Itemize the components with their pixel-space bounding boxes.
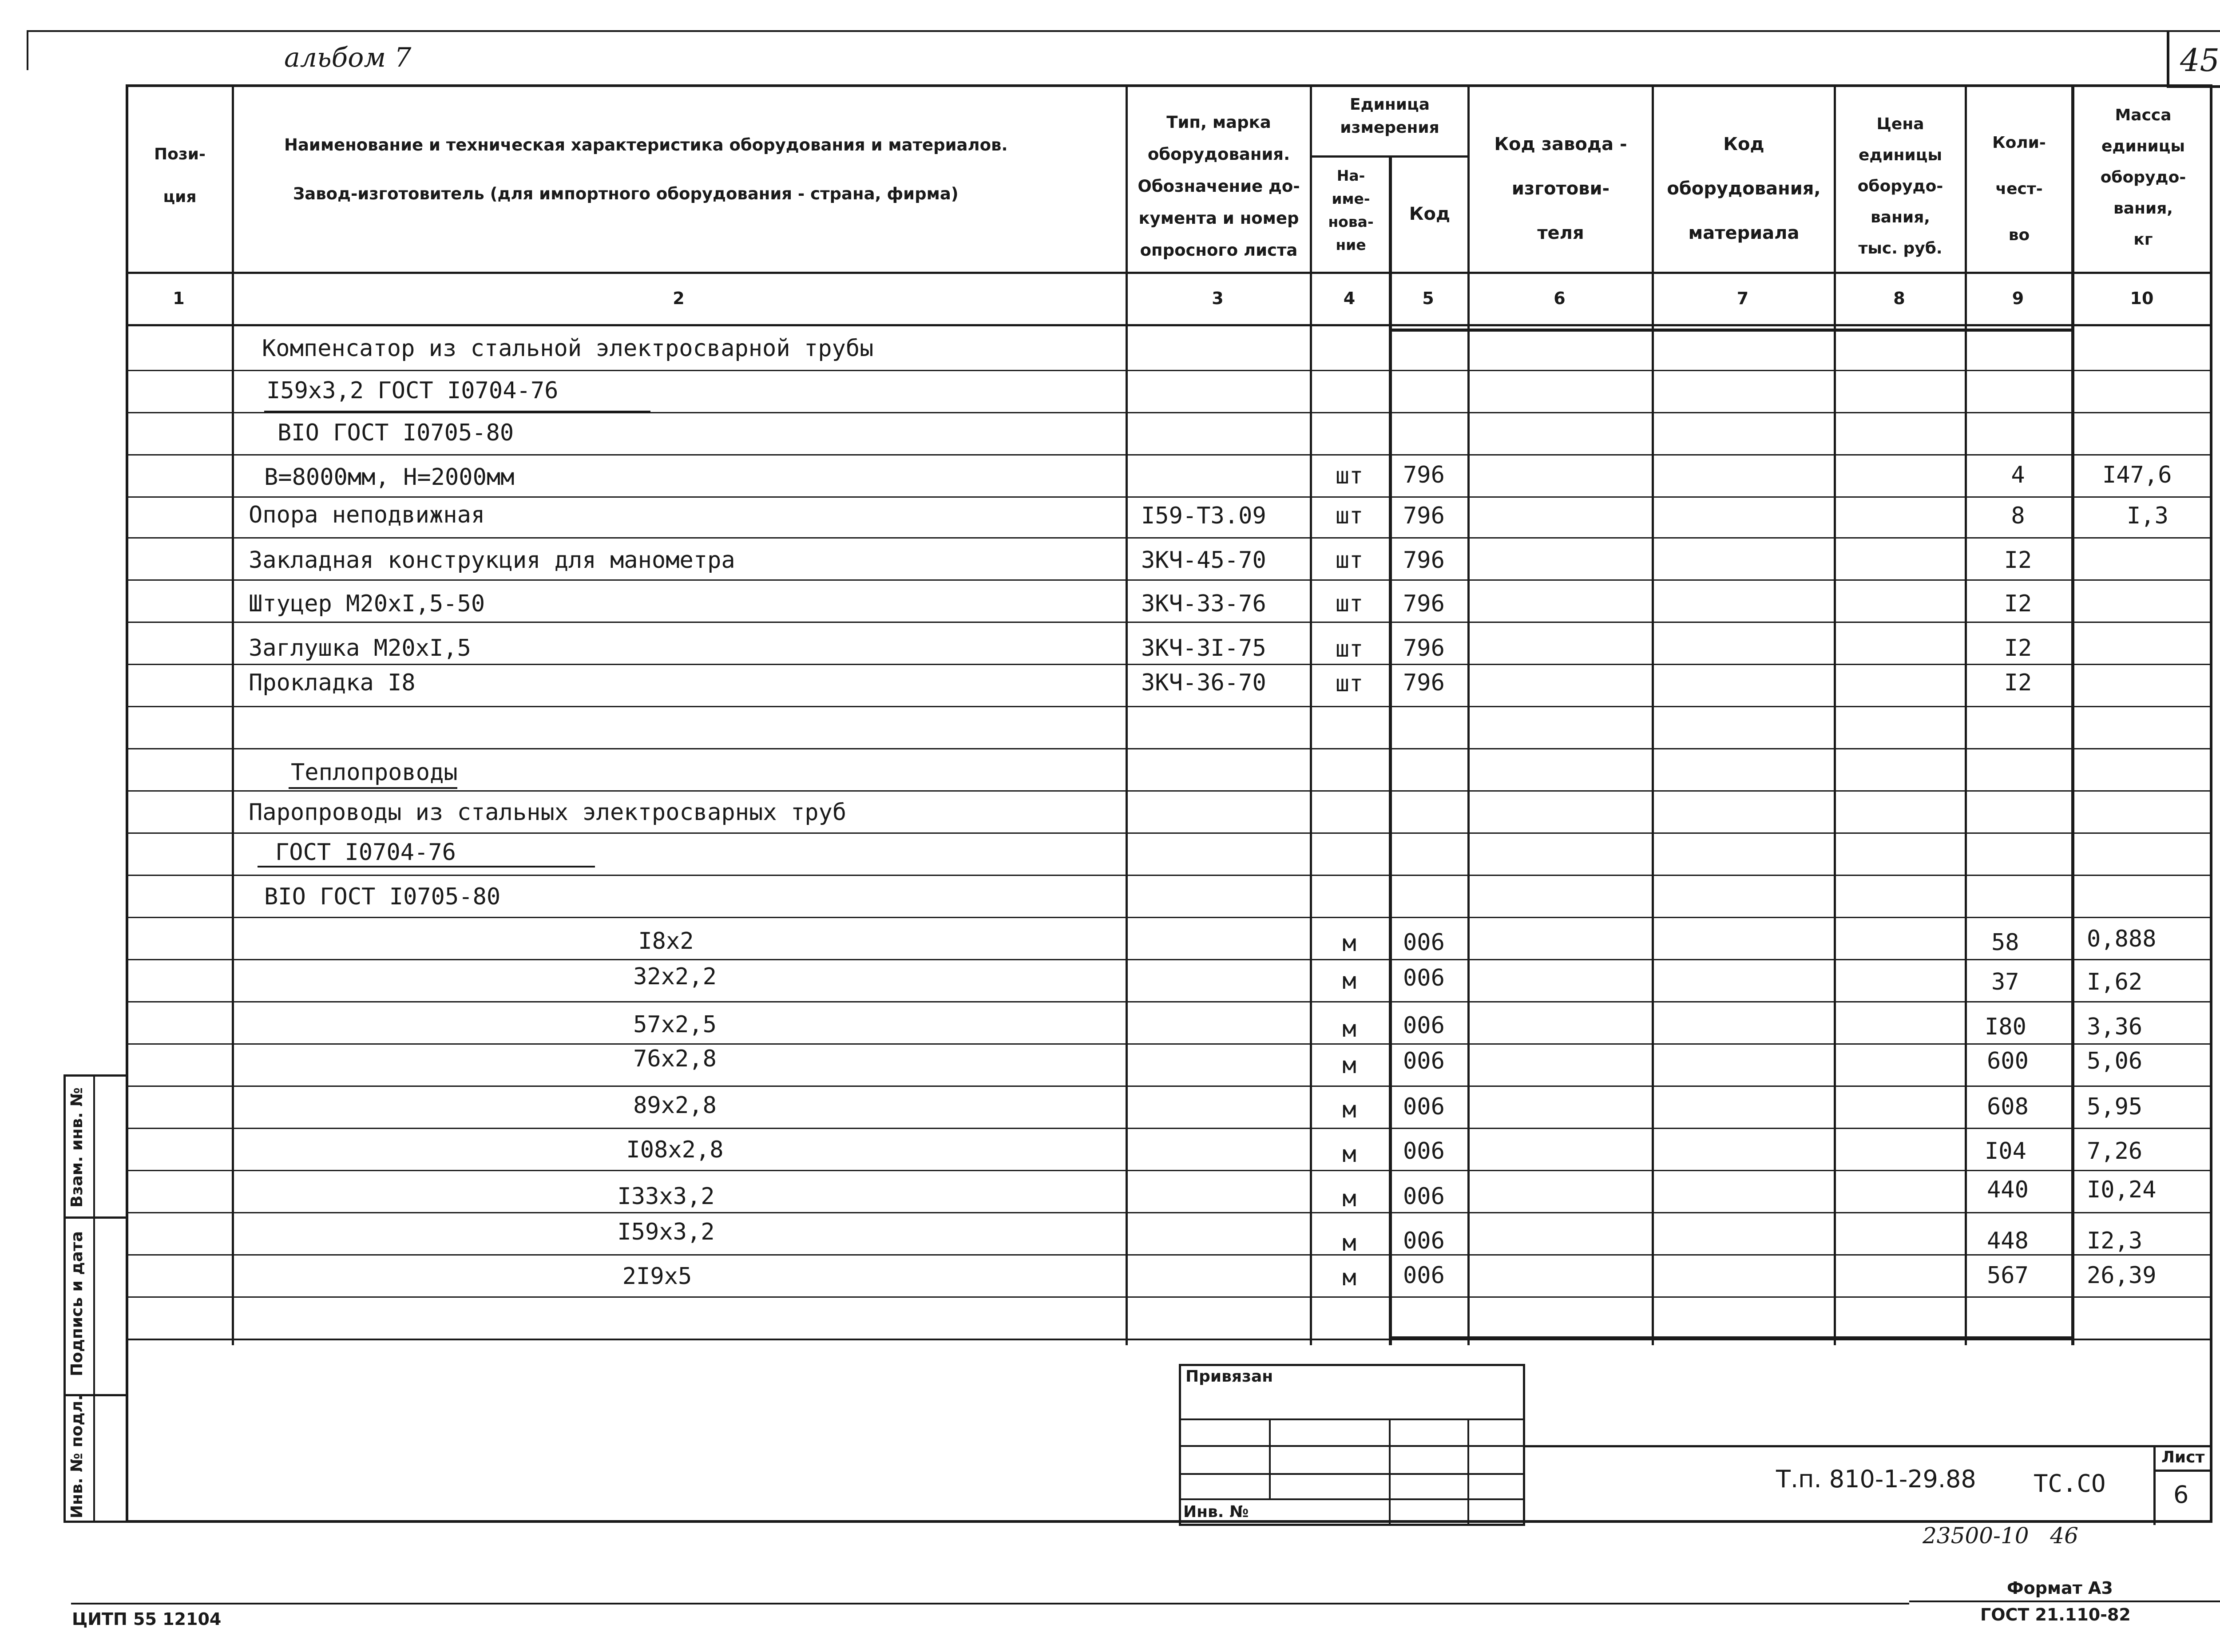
row-3-mass: I47,6 [2102, 462, 2172, 488]
colnum-1: 1 [173, 289, 185, 308]
header-equipment-code: Код оборудования, материала [1667, 134, 1821, 243]
page-number-handwritten: 45 [2180, 42, 2220, 79]
row-line [126, 1128, 2212, 1129]
colnum-6: 6 [1554, 289, 1566, 308]
row-15-unit: м [1342, 968, 1356, 994]
side-label-vzam-inv: Взам. инв. № [68, 1087, 86, 1208]
row-3-name: B=8000мм, H=2000мм [264, 464, 515, 491]
row-20-mass: I0,24 [2087, 1177, 2157, 1203]
row-line [126, 454, 2212, 456]
row-21-code: 006 [1403, 1228, 1445, 1254]
footer-publisher: ЦИТП 55 12104 [72, 1609, 222, 1629]
row-11-name: Паропроводы из стальных электросварных труб [249, 799, 847, 826]
row-15-mass: I,62 [2087, 969, 2143, 995]
colnum-4: 4 [1343, 289, 1356, 308]
colnum-3: 3 [1212, 289, 1224, 308]
row-line [126, 370, 2212, 371]
row-line [126, 1043, 2212, 1045]
row-15-code: 006 [1403, 965, 1445, 991]
row-6-type: ЗКЧ-33-76 [1141, 590, 1266, 617]
row-line [126, 1001, 2212, 1002]
row-line [126, 537, 2212, 539]
sheet-number: 6 [2173, 1481, 2189, 1509]
row-line [126, 579, 2212, 581]
row-22-name: 2I9x5 [622, 1263, 692, 1290]
stamp-line-a [1179, 1418, 1525, 1420]
row-18-name: 89x2,8 [633, 1092, 717, 1119]
header-name-line1: Наименование и техническая характеристика оборудования и материалов. [284, 135, 1008, 155]
privyazan-label: Привязан [1185, 1367, 1273, 1386]
header-quantity: Коли- чест- во [1992, 134, 2046, 244]
row-line [126, 1212, 2212, 1213]
row-19-code: 006 [1403, 1138, 1445, 1165]
colnum-7: 7 [1736, 289, 1749, 308]
row-17-unit: м [1342, 1052, 1356, 1079]
row-14-name: I8x2 [638, 928, 694, 955]
row-line [126, 622, 2212, 623]
row-10-underline [289, 787, 457, 789]
row-line [126, 917, 2212, 918]
row-22-unit: м [1342, 1264, 1356, 1291]
row-line [126, 832, 2212, 834]
row-line [126, 959, 2212, 960]
footer-format: Формат А3 [2007, 1578, 2113, 1598]
row-20-qty: 440 [1987, 1177, 2029, 1203]
row-6-code: 796 [1403, 590, 1445, 617]
stamp-line-d [1179, 1498, 1525, 1500]
stamp-vline-b [1389, 1418, 1391, 1525]
row-4-type: I59-T3.09 [1141, 503, 1266, 529]
row-1-name: I59x3,2 ГОСТ I0704-76 [266, 377, 559, 404]
row-16-unit: м [1342, 1016, 1356, 1042]
row-20-code: 006 [1403, 1183, 1445, 1210]
row-6-qty: I2 [2004, 590, 2032, 617]
side-stamp-divider [93, 1074, 95, 1523]
header-factory-code: Код завода - изготови- теля [1494, 134, 1627, 243]
row-20-unit: м [1342, 1185, 1356, 1212]
row-line [126, 496, 2212, 498]
row-18-mass: 5,95 [2087, 1093, 2143, 1120]
row-21-qty: 448 [1987, 1228, 2029, 1254]
row-0-name: Компенсатор из стальной электросварной трубы [262, 335, 874, 362]
inv-no-label: Инв. № [1183, 1503, 1249, 1521]
side-stamp-line-1 [63, 1216, 126, 1219]
col-divider-4 [1389, 155, 1392, 1345]
header-bottom-line [126, 272, 2212, 274]
row-4-unit: шт [1335, 503, 1364, 529]
row-22-qty: 567 [1987, 1262, 2029, 1289]
col-divider-6 [1652, 84, 1654, 1345]
row-19-unit: м [1342, 1141, 1356, 1168]
row-17-name: 76x2,8 [633, 1046, 717, 1072]
row-7-unit: шт [1335, 636, 1364, 662]
sheet-box-line [2153, 1470, 2212, 1472]
row-5-unit: шт [1335, 547, 1364, 574]
row-22-code: 006 [1403, 1262, 1445, 1289]
row-18-unit: м [1342, 1097, 1356, 1123]
stamp-vline-c [1467, 1418, 1469, 1525]
row-3-unit: шт [1335, 463, 1364, 489]
row-8-code: 796 [1403, 670, 1445, 696]
colnum-5: 5 [1422, 289, 1434, 308]
row-16-code: 006 [1403, 1012, 1445, 1039]
row-16-name: 57x2,5 [633, 1011, 717, 1038]
row-8-qty: I2 [2004, 670, 2032, 696]
row-21-unit: м [1342, 1230, 1356, 1256]
row-8-type: ЗКЧ-36-70 [1141, 670, 1266, 696]
row-19-mass: 7,26 [2087, 1138, 2143, 1165]
header-position: Пози- ция [154, 145, 206, 206]
row-7-qty: I2 [2004, 635, 2032, 662]
table-bottom-line [126, 1339, 2212, 1340]
colnum-bottom-line [126, 324, 2212, 326]
row-1-underline [264, 411, 650, 412]
sheet-label: Лист [2161, 1448, 2205, 1466]
row-18-qty: 608 [1987, 1093, 2029, 1120]
row-line [126, 748, 2212, 749]
top-border-line [27, 30, 2220, 32]
row-6-name: Штуцер M20xI,5-50 [249, 590, 485, 617]
footer-line [1909, 1600, 2220, 1602]
colnum-8: 8 [1893, 289, 1905, 308]
row-line [126, 790, 2212, 792]
side-label-podpis-data: Подпись и дата [68, 1231, 86, 1376]
row-8-unit: шт [1335, 670, 1364, 697]
left-corner-line [27, 30, 28, 70]
row-3-code: 796 [1403, 462, 1445, 488]
row-14-code: 006 [1403, 929, 1445, 956]
row-18-code: 006 [1403, 1093, 1445, 1120]
row-19-name: I08x2,8 [626, 1137, 724, 1163]
header-name-line2: Завод-изготовитель (для импортного оборудования - страна, фирма) [293, 184, 959, 203]
header-unit-code: Код [1409, 204, 1451, 224]
col-divider-2 [1126, 84, 1128, 1345]
album-label: альбом 7 [284, 42, 412, 73]
row-4-name: Опора неподвижная [249, 502, 485, 528]
row-21-name: I59x3,2 [617, 1219, 715, 1245]
row-4-qty: 8 [2011, 503, 2025, 529]
row-19-qty: I04 [1985, 1138, 2026, 1165]
footer-handwritten-number: 23500-10 46 [1923, 1523, 2078, 1549]
row-5-code: 796 [1403, 547, 1445, 574]
row-4-mass: I,3 [2127, 503, 2168, 529]
row-5-type: ЗКЧ-45-70 [1141, 547, 1266, 574]
row-7-name: Заглушка M20xI,5 [249, 635, 471, 662]
row-22-mass: 26,39 [2087, 1262, 2157, 1289]
row-20-name: I33x3,2 [617, 1183, 715, 1210]
col-divider-8 [1965, 84, 1967, 1345]
side-label-inv-podl: Инв. № подл. [68, 1394, 86, 1518]
code-block-top [1389, 329, 2074, 332]
stamp-line-b [1179, 1445, 1525, 1447]
row-4-code: 796 [1403, 503, 1445, 529]
col-divider-9 [2071, 84, 2074, 1345]
row-8-name: Прокладка I8 [249, 670, 416, 696]
colnum-10: 10 [2130, 289, 2154, 308]
row-14-unit: м [1342, 930, 1356, 957]
row-16-mass: 3,36 [2087, 1014, 2143, 1040]
col-divider-7 [1834, 84, 1836, 1345]
row-13-name: BIO ГОСТ I0705-80 [264, 883, 501, 910]
header-unit-name: На- име- нова- ние [1328, 167, 1374, 254]
row-line [126, 664, 2212, 665]
row-14-qty: 58 [1991, 929, 2019, 956]
title-block-top [1525, 1445, 2212, 1447]
row-7-type: ЗКЧ-3I-75 [1141, 635, 1266, 662]
row-line [126, 875, 2212, 876]
row-line [126, 1170, 2212, 1171]
row-2-name: BIO ГОСТ I0705-80 [278, 420, 514, 446]
row-6-unit: шт [1335, 590, 1364, 617]
row-line [126, 1254, 2212, 1256]
row-17-qty: 600 [1987, 1048, 2029, 1074]
colnum-9: 9 [2012, 289, 2024, 308]
colnum-2: 2 [673, 289, 685, 308]
row-17-mass: 5,06 [2087, 1048, 2143, 1074]
row-7-code: 796 [1403, 635, 1445, 662]
stamp-line-c [1179, 1473, 1525, 1475]
row-15-qty: 37 [1991, 969, 2019, 995]
row-12-name: ГОСТ I0704-76 [275, 839, 456, 866]
row-12-underline [258, 866, 595, 868]
row-21-mass: I2,3 [2087, 1228, 2143, 1254]
row-10-name: Теплопроводы [291, 759, 458, 786]
row-14-mass: 0,888 [2087, 926, 2157, 952]
row-16-qty: I80 [1985, 1014, 2026, 1040]
footer-gost: ГОСТ 21.110-82 [1980, 1605, 2131, 1624]
doc-code: ТС.СО [2034, 1470, 2106, 1497]
row-15-name: 32x2,2 [633, 963, 717, 990]
row-5-name: Закладная конструкция для манометра [249, 547, 735, 574]
col-divider-5 [1467, 84, 1470, 1345]
header-price: Цена единицы оборудо- вания, тыс. руб. [1857, 115, 1943, 258]
header-unit-group: Единица измерения [1340, 95, 1439, 137]
row-17-code: 006 [1403, 1048, 1445, 1074]
footer-left-line [71, 1603, 1909, 1604]
stamp-vline-a [1269, 1418, 1271, 1498]
row-line [126, 1085, 2212, 1087]
designation: Т.п. 810-1-29.88 [1776, 1465, 1976, 1493]
row-5-qty: I2 [2004, 547, 2032, 574]
row-line [126, 706, 2212, 707]
row-3-qty: 4 [2011, 462, 2025, 488]
col-divider-1 [232, 84, 234, 1345]
header-type: Тип, марка оборудования. Обозначение до- кумента и номер опросного листа [1138, 113, 1300, 260]
row-line [126, 1296, 2212, 1298]
header-mass: Масса единицы оборудо- вания, кг [2100, 106, 2186, 249]
